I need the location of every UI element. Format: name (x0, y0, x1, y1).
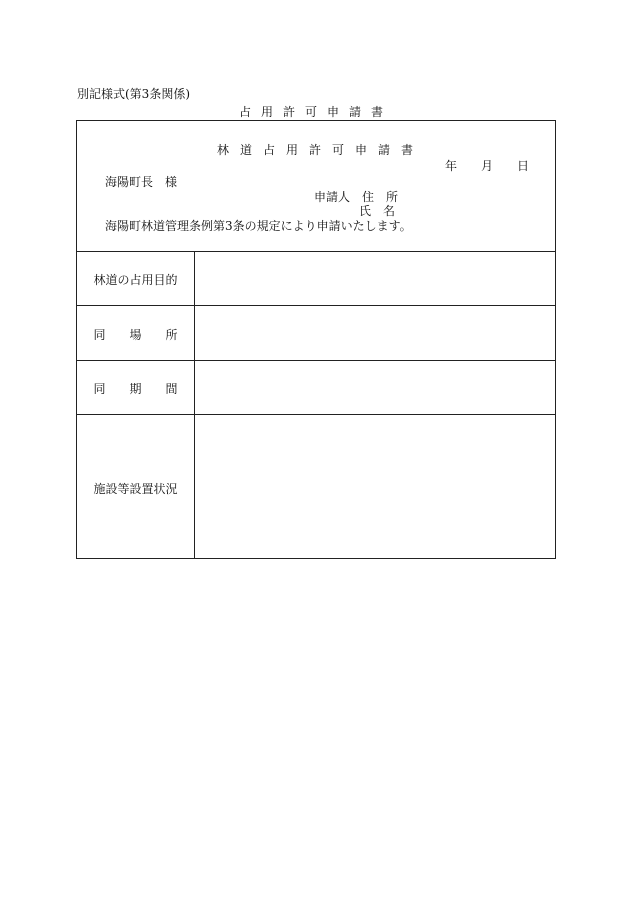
application-form (76, 120, 556, 559)
date-month-label: 月 (481, 159, 494, 173)
date-year-label: 年 (445, 159, 458, 173)
applicant-name-label: 氏 名 (359, 204, 396, 218)
divider (77, 251, 555, 252)
addressee: 海陽町長 様 (105, 175, 178, 189)
divider (77, 305, 555, 306)
divider (77, 360, 555, 361)
application-statement: 海陽町林道管理条例第3条の規定により申請いたします。 (105, 219, 412, 233)
date-day-label: 日 (517, 159, 530, 173)
document-title: 占用許可申請書 (239, 105, 394, 119)
row-label-purpose: 林道の占用目的 (93, 273, 178, 287)
divider (77, 414, 555, 415)
row-label-period: 同 期 間 (93, 382, 178, 396)
column-divider (194, 251, 195, 558)
row-label-facility-status: 施設等設置状況 (93, 482, 178, 496)
form-label: 別記様式(第3条関係) (77, 87, 190, 101)
applicant-address-label: 申請人 住 所 (314, 190, 399, 204)
form-title: 林道占用許可申請書 (217, 143, 425, 157)
row-label-location: 同 場 所 (93, 328, 178, 342)
